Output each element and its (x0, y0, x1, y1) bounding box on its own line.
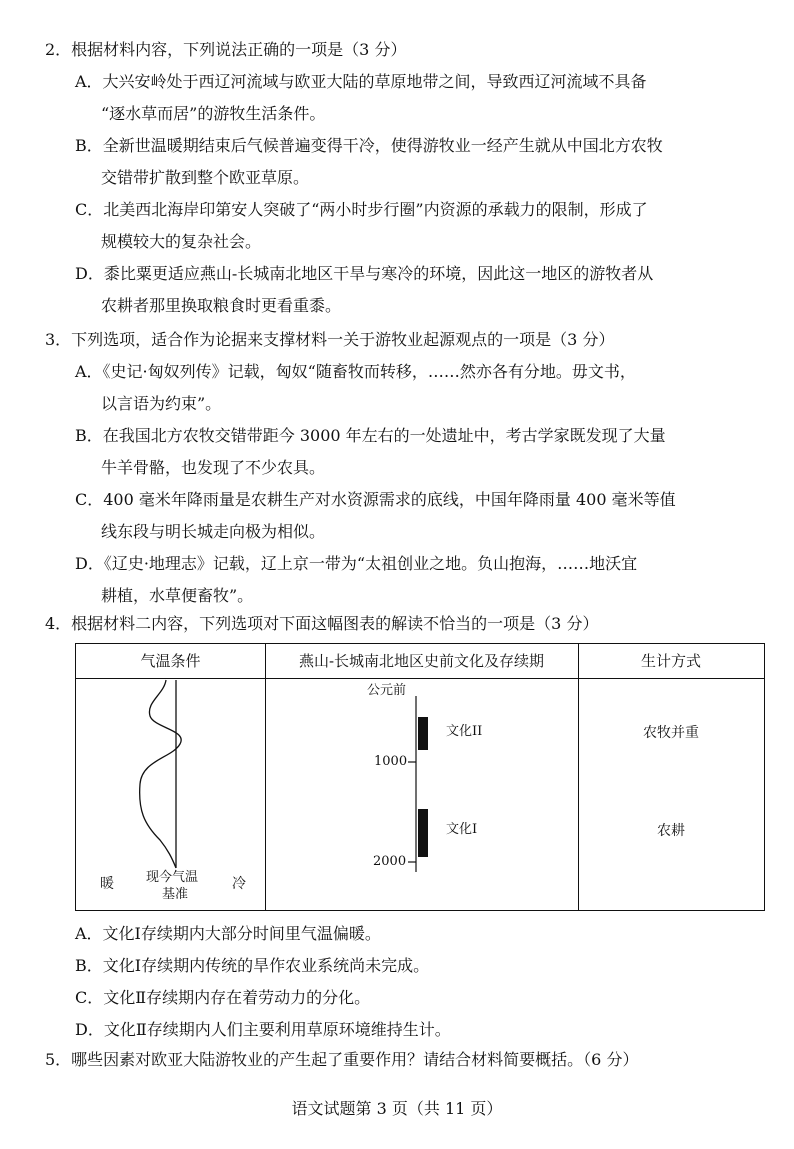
header-culture: 燕山-长城南北地区史前文化及存续期 (298, 652, 545, 670)
header-livelihood: 生计方式 (640, 652, 701, 670)
climate-culture-figure (75, 643, 765, 911)
question-3-stem: 3．下列选项，适合作为论据来支撑材料一关于游牧业起源观点的一项是（3 分） (45, 330, 615, 349)
question-3-option-b-cont: 牛羊骨骼，也发现了不少农具。 (101, 458, 326, 477)
question-3-option-d: D．《辽史·地理志》记载，辽上京一带为“太祖创业之地。负山抱海，……地沃宜 (75, 554, 638, 573)
culture-1-label: 文化I (446, 822, 478, 837)
baseline-label-2: 基准 (162, 887, 189, 902)
tick-label-2000: 2000 (373, 854, 407, 869)
cold-label: 冷 (232, 876, 246, 892)
question-5-stem: 5．哪些因素对欧亚大陆游牧业的产生起了重要作用？请结合材料简要概括。（6 分） (45, 1050, 639, 1069)
question-4-option-d: D．文化Ⅱ存续期内人们主要利用草原环境维持生计。 (75, 1020, 451, 1039)
page-footer: 语文试题第 3 页（共 11 页） (291, 1099, 503, 1118)
axis-title: 公元前 (367, 683, 407, 698)
question-3-option-d-cont: 耕植，水草便畜牧”。 (101, 586, 254, 605)
livelihood-2: 农耕 (657, 823, 685, 839)
warm-label: 暖 (100, 876, 114, 892)
livelihood-1: 农牧并重 (643, 725, 699, 741)
question-2-option-d-cont: 农耕者那里换取粮食时更看重黍。 (101, 296, 342, 315)
culture-2-bar (418, 717, 428, 750)
question-3-option-c-cont: 线东段与明长城走向极为相似。 (101, 522, 326, 541)
question-3-option-a-cont: 以言语为约束”。 (101, 394, 222, 413)
question-4-option-a: A．文化Ⅰ存续期内大部分时间里气温偏暖。 (75, 924, 381, 943)
question-4-option-b: B．文化Ⅰ存续期内传统的旱作农业系统尚未完成。 (75, 956, 430, 975)
question-4-option-c: C．文化Ⅱ存续期内存在着劳动力的分化。 (75, 988, 371, 1007)
baseline-label-1: 现今气温 (146, 870, 199, 885)
question-2-stem: 2．根据材料内容，下列说法正确的一项是（3 分） (45, 40, 407, 59)
question-2-option-d: D．黍比粟更适应燕山-长城南北地区干旱与寒冷的环境，因此这一地区的游牧者从 (75, 264, 654, 283)
culture-1-bar (418, 809, 428, 857)
question-2-option-b-cont: 交错带扩散到整个欧亚草原。 (101, 168, 310, 187)
culture-2-label: 文化II (446, 724, 483, 739)
question-2-option-a-cont: “逐水草而居”的游牧生活条件。 (101, 104, 326, 123)
question-2-option-c: C．北美西北海岸印第安人突破了“两小时步行圈”内资源的承载力的限制，形成了 (75, 200, 648, 219)
question-4-stem: 4．根据材料二内容，下列选项对下面这幅图表的解读不恰当的一项是（3 分） (45, 614, 599, 633)
header-temperature: 气温条件 (140, 652, 201, 670)
tick-label-1000: 1000 (374, 754, 408, 769)
question-2-option-b: B．全新世温暖期结束后气候普遍变得干冷，使得游牧业一经产生就从中国北方农牧 (75, 136, 663, 155)
question-3-option-b: B．在我国北方农牧交错带距今 3000 年左右的一处遗址中，考古学家既发现了大量 (75, 426, 666, 445)
question-2-option-c-cont: 规模较大的复杂社会。 (101, 232, 262, 251)
question-2-option-a: A．大兴安岭处于西辽河流域与欧亚大陆的草原地带之间，导致西辽河流域不具备 (75, 72, 647, 91)
temperature-curve (140, 680, 182, 868)
question-3-option-a: A．《史记·匈奴列传》记载，匈奴“随畜牧而转移，……然亦各有分地。毋文书， (75, 362, 636, 381)
question-3-option-c: C．400 毫米年降雨量是农耕生产对水资源需求的底线，中国年降雨量 400 毫米等值 (75, 490, 676, 509)
